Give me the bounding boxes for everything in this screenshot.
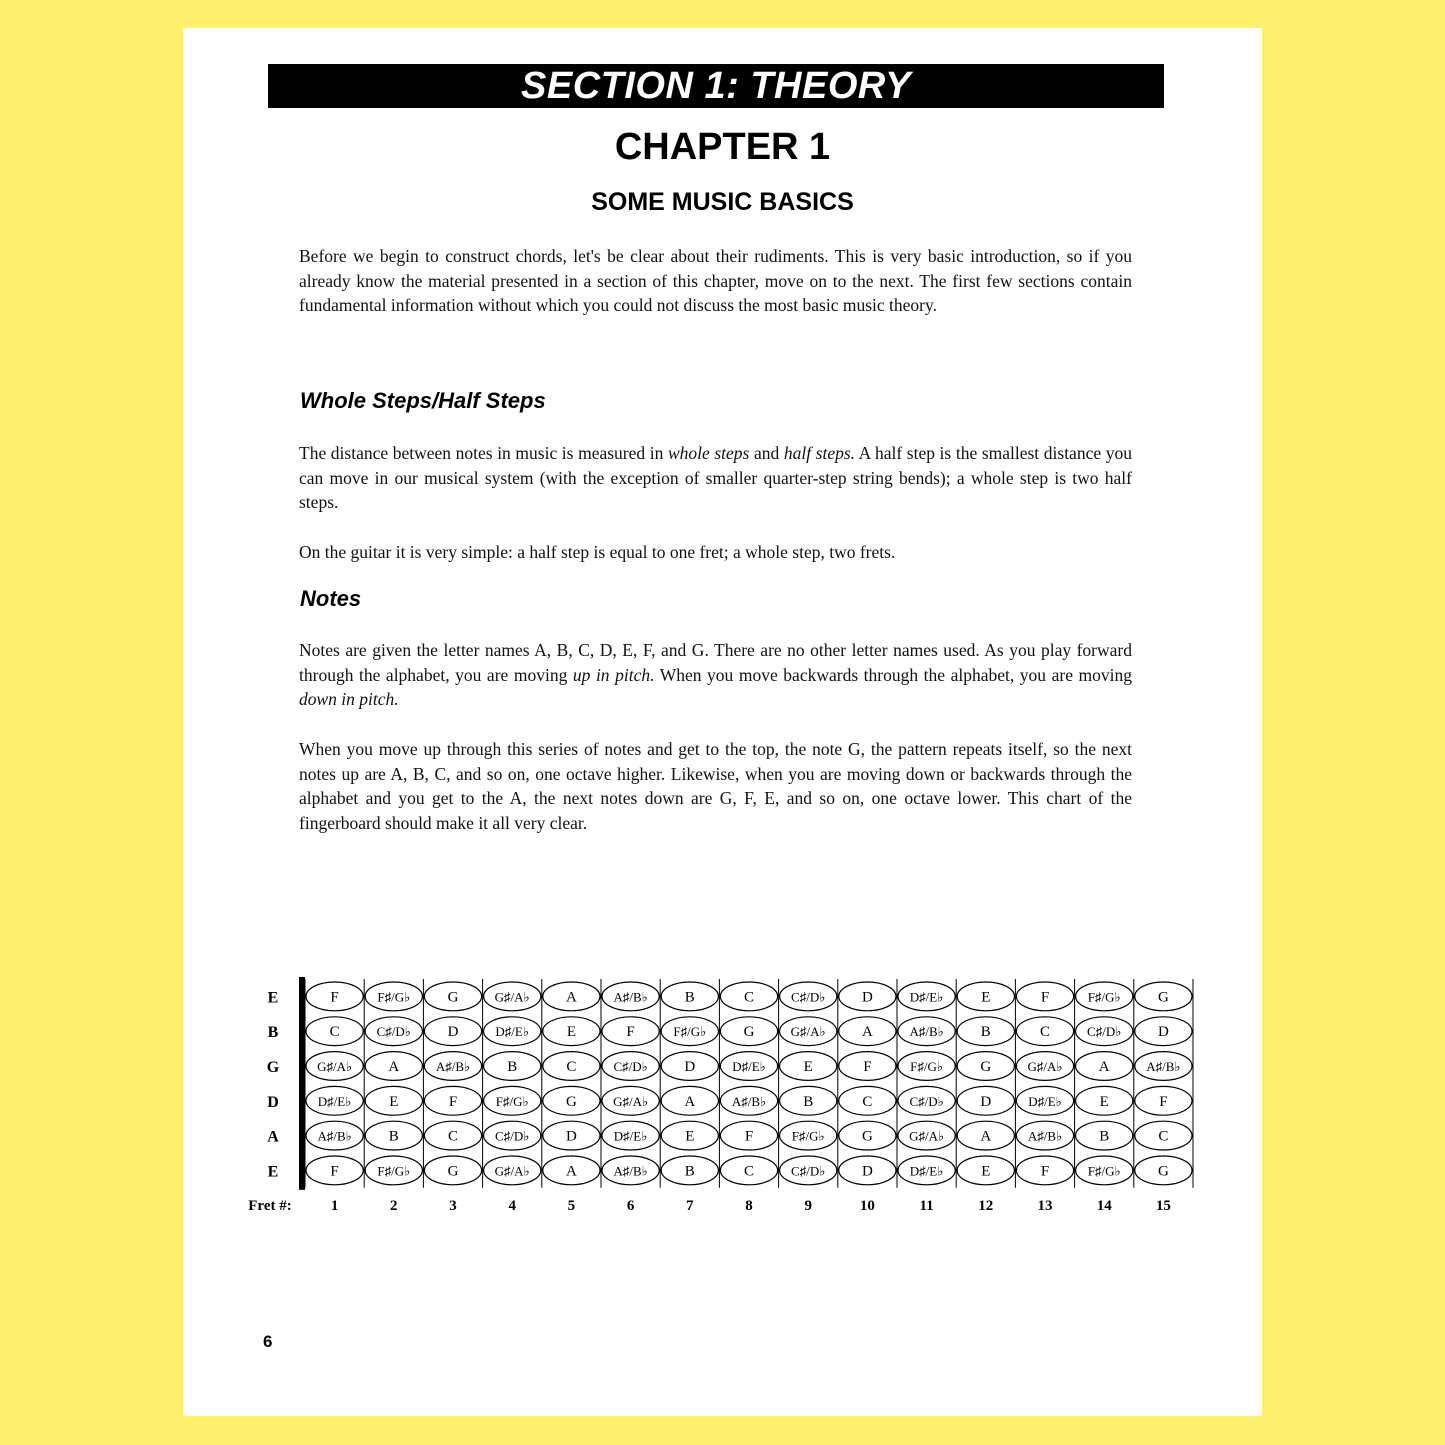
section-title: SECTION 1: THEORY: [268, 64, 1164, 108]
note-label: A: [684, 1093, 696, 1110]
note-label: F♯/G♭: [910, 1059, 944, 1074]
note-label: G♯/A♭: [494, 989, 530, 1005]
note-label: F: [330, 989, 339, 1006]
note-label: F: [330, 1163, 339, 1180]
note-label: D♯/E♭: [732, 1059, 766, 1074]
steps-paragraph-1: [299, 441, 1132, 515]
note-label: A: [861, 1024, 873, 1041]
note-label: C♯/D♭: [909, 1093, 944, 1109]
note-label: B: [803, 1093, 814, 1110]
note-label: E: [803, 1059, 813, 1075]
note-label: G♯/A♭: [613, 1093, 649, 1109]
note-label: C: [1158, 1128, 1169, 1145]
note-label: E: [685, 1128, 695, 1145]
note-label: C♯/D♭: [791, 989, 826, 1005]
note-label: D♯/E♭: [495, 1024, 529, 1040]
note-label: D♯/E♭: [317, 1093, 352, 1109]
fret-number-label: 7: [686, 1197, 694, 1214]
fret-number-label: 3: [449, 1197, 457, 1214]
notes-heading: Notes: [300, 586, 362, 611]
note-label: G♯/A♭: [909, 1128, 945, 1144]
note-label: F: [1040, 1163, 1050, 1180]
note-label: F: [1159, 1093, 1168, 1110]
string-label: E: [267, 1163, 279, 1181]
note-label: C: [862, 1093, 873, 1110]
note-label: D: [1157, 1024, 1169, 1041]
steps-p1-text-c: A half step is the smallest distance you can move in our musical system (with the exception of smaller quarter-step string bends); a whole step is two half steps.: [299, 443, 1132, 512]
note-label: A: [1098, 1059, 1110, 1075]
fret-number-label: 4: [508, 1197, 516, 1214]
note-label: F: [448, 1093, 458, 1110]
note-label: G: [1157, 989, 1169, 1006]
note-label: F♯/G♭: [495, 1093, 529, 1109]
note-label: F♯/G♭: [673, 1024, 707, 1040]
steps-paragraph-2: On the guitar it is very simple: a half step is equal to one fret; a whole step, two frets.: [299, 542, 896, 562]
nut-bar: [299, 977, 305, 1190]
note-label: C♯/D♭: [1087, 1024, 1122, 1040]
fret-number-label: 2: [390, 1197, 398, 1214]
note-label: G♯/A♭: [790, 1024, 826, 1040]
note-label: F♯/G♭: [377, 1163, 411, 1179]
note-label: F: [744, 1128, 754, 1145]
note-label: E: [389, 1093, 399, 1110]
note-label: B: [1099, 1128, 1110, 1145]
fret-number-label: 6: [626, 1197, 635, 1214]
note-label: D: [861, 1163, 873, 1180]
steps-p1-emphasis-whole: whole steps: [667, 443, 750, 463]
note-label: C♯/D♭: [613, 1059, 648, 1074]
notes-paragraph-1: [299, 638, 1132, 712]
fret-number-label: 8: [745, 1197, 753, 1214]
note-label: A: [980, 1128, 992, 1145]
notes-p1-text-a: Notes are given the letter names A, B, C, D, E, F, and G. There are no other letter names used. As you play forward through the alphabet, you are moving: [299, 640, 1132, 685]
note-label: A♯/B♭: [613, 989, 648, 1005]
note-label: G: [565, 1093, 577, 1110]
note-label: B: [388, 1128, 399, 1145]
note-label: C♯/D♭: [376, 1024, 411, 1040]
fret-number-label: 12: [978, 1197, 994, 1214]
steps-p1-text-b: and: [749, 443, 784, 463]
note-label: E: [1099, 1093, 1109, 1110]
note-label: B: [980, 1024, 991, 1041]
intro-paragraph: Before we begin to construct chords, let's be clear about their rudiments. This is very basic introduction, so if you already know the material presented in a section of this chapter, move on to the next. The first few sections contain fundamental information without which you could not discuss the most basic music theory.: [299, 246, 1132, 315]
note-label: F♯/G♭: [377, 989, 411, 1005]
note-label: F♯/G♭: [1087, 989, 1121, 1005]
note-label: G♯/A♭: [1027, 1059, 1063, 1074]
note-label: D: [861, 989, 873, 1006]
note-label: C♯/D♭: [495, 1128, 530, 1144]
fret-number-label: 10: [859, 1197, 875, 1214]
note-label: D: [447, 1024, 459, 1041]
note-label: F♯/G♭: [791, 1128, 825, 1144]
book-page: [183, 28, 1262, 1416]
fret-number-title: Fret #:: [248, 1197, 292, 1214]
note-label: D: [980, 1093, 992, 1110]
note-label: D♯/E♭: [613, 1128, 648, 1144]
note-label: A♯/B♭: [613, 1163, 648, 1179]
page-number: 6: [263, 1332, 273, 1351]
note-label: G: [980, 1059, 992, 1075]
string-label: E: [267, 989, 279, 1007]
fret-number-label: 5: [567, 1197, 576, 1214]
note-label: D♯/E♭: [909, 1163, 944, 1179]
note-label: A♯/B♭: [1027, 1128, 1063, 1144]
chapter-subtitle: SOME MUSIC BASICS: [591, 188, 854, 216]
note-label: E: [566, 1024, 576, 1041]
note-label: A: [565, 1163, 577, 1180]
note-label: F: [863, 1059, 872, 1075]
note-label: D: [565, 1128, 577, 1145]
notes-paragraph-2: When you move up through this series of notes and get to the top, the note G, the pattern repeats itself, so the next notes up are A, B, C, and so on, one octave higher. Likewise, when you are moving down or backwards through the alphabet and you get to the A, the next notes down are G, F, E, and so on, one octave lower. This chart of the fingerboard should make it all very clear.: [299, 739, 1132, 833]
note-label: F♯/G♭: [1087, 1163, 1121, 1179]
note-label: G: [447, 989, 459, 1006]
note-label: A♯/B♭: [909, 1024, 944, 1040]
note-label: B: [684, 1163, 695, 1180]
fret-number-label: 13: [1037, 1197, 1053, 1214]
note-label: E: [981, 1163, 991, 1180]
note-label: A♯/B♭: [435, 1059, 471, 1074]
note-label: A♯/B♭: [731, 1093, 767, 1109]
note-label: G: [743, 1024, 755, 1041]
note-label: G♯/A♭: [494, 1163, 530, 1179]
note-label: C: [447, 1128, 459, 1145]
notes-p1-emphasis-up: up in pitch.: [572, 664, 655, 685]
fret-number-label: 9: [804, 1197, 812, 1214]
fret-number-label: 11: [919, 1197, 934, 1214]
note-label: A: [388, 1059, 400, 1075]
note-label: A: [565, 989, 577, 1006]
string-label: B: [267, 1024, 279, 1042]
notes-p1-emphasis-down: down in pitch.: [299, 689, 399, 709]
steps-heading: Whole Steps/Half Steps: [300, 388, 546, 413]
note-label: E: [981, 989, 991, 1006]
note-label: B: [507, 1059, 518, 1075]
note-label: G: [861, 1128, 873, 1145]
chapter-title: CHAPTER 1: [614, 126, 831, 168]
note-label: C: [329, 1024, 340, 1041]
note-label: D♯/E♭: [909, 989, 944, 1005]
note-label: D: [684, 1059, 696, 1075]
note-label: C: [566, 1059, 577, 1075]
note-label: G: [447, 1163, 459, 1180]
note-label: B: [684, 989, 695, 1006]
string-label: G: [266, 1059, 280, 1076]
note-label: C♯/D♭: [791, 1163, 826, 1179]
note-label: F: [626, 1024, 635, 1041]
note-label: A♯/B♭: [317, 1128, 352, 1144]
fretboard-chart: [243, 958, 1203, 1214]
note-label: G: [1157, 1163, 1169, 1180]
fret-number-label: 1: [330, 1197, 339, 1214]
string-label: D: [267, 1093, 279, 1111]
fret-number-label: 14: [1096, 1197, 1112, 1214]
note-label: C: [743, 989, 755, 1006]
steps-p1-text-a: The distance between notes in music is measured in: [299, 443, 668, 463]
note-label: A♯/B♭: [1146, 1059, 1181, 1074]
fret-number-label: 15: [1155, 1197, 1171, 1214]
note-label: G♯/A♭: [317, 1059, 353, 1074]
note-label: C: [1039, 1024, 1051, 1041]
string-label: A: [267, 1128, 279, 1146]
note-label: F: [1040, 989, 1050, 1006]
steps-p1-emphasis-half: half steps.: [783, 443, 856, 463]
notes-p1-text-b: When you move backwards through the alphabet, you are moving: [654, 664, 1133, 685]
note-label: D♯/E♭: [1028, 1093, 1062, 1109]
note-label: C: [743, 1163, 755, 1180]
